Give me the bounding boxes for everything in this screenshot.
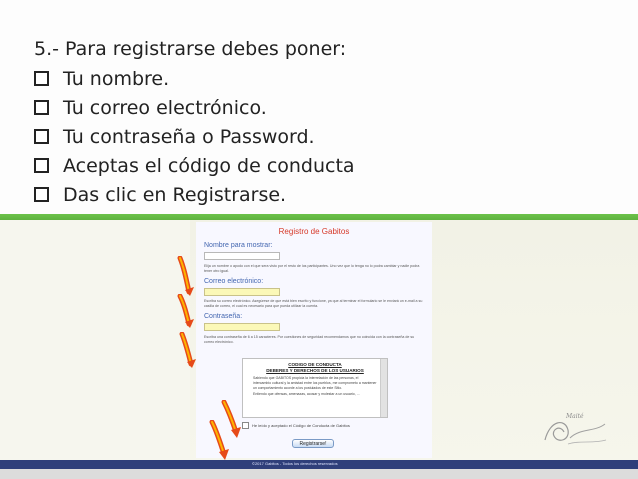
bullet-list bbox=[34, 64, 355, 209]
bullet-text: Das clic en Registrarse. bbox=[63, 183, 287, 206]
pointer-arrow-icon bbox=[178, 332, 198, 368]
conduct-title: CODIGO DE CONDUCTA bbox=[288, 362, 342, 367]
list-item bbox=[34, 122, 355, 151]
slide-header bbox=[0, 0, 638, 214]
conduct-subtitle: DEBERES Y DERECHOS DE LOS USUARIOS bbox=[266, 368, 364, 373]
checkbox-square-icon bbox=[34, 71, 49, 86]
accept-row[interactable] bbox=[242, 422, 350, 429]
list-item bbox=[34, 93, 355, 122]
password-field[interactable] bbox=[204, 323, 280, 331]
password-help: Escriba una contraseña de 6 a 15 caracteres. Por cuestiones de seguridad recomendamos que no coincida con la contraseña de su correo electrónico. bbox=[204, 335, 415, 344]
bullet-text: Tu correo electrónico. bbox=[63, 96, 267, 119]
conduct-text-2: Entiendo que ofensas, amenazas, acosar y molestar a un usuario, ... bbox=[253, 392, 360, 397]
email-label: Correo electrónico: bbox=[204, 278, 264, 285]
site-footer bbox=[0, 460, 638, 469]
registration-screenshot bbox=[0, 220, 638, 479]
list-item bbox=[34, 64, 355, 93]
email-field[interactable] bbox=[204, 288, 280, 296]
bullet-text: Aceptas el código de conducta bbox=[63, 154, 355, 177]
slide-title: 5.- Para registrarse debes poner: bbox=[34, 38, 347, 60]
pointer-arrow-icon bbox=[176, 256, 196, 296]
form-title: Registro de Gabitos bbox=[278, 227, 350, 236]
bullet-text: Tu contraseña o Password. bbox=[63, 125, 315, 148]
email-help: Escriba su correo electrónico. Asegúrese de que está bien escrito y funcione, ya que al terminar el formulario se le enviará un e-mail a su casilla de correo, el cual es necesario para que pueda utilizar la cuenta. bbox=[204, 299, 423, 308]
conduct-scrollbar[interactable] bbox=[380, 359, 387, 417]
checkbox-square-icon bbox=[34, 187, 49, 202]
list-item bbox=[34, 180, 355, 209]
name-field[interactable] bbox=[204, 252, 280, 260]
bottom-strip bbox=[0, 469, 638, 479]
register-button[interactable]: Registrarse! bbox=[292, 439, 334, 448]
name-label: Nombre para mostrar: bbox=[204, 242, 273, 249]
footer-text: ©2017 Gabitos - Todos los derechos reservados bbox=[252, 461, 338, 466]
conduct-text: Sabiendo que GABITOS propicia la interrelación de las personas, el intercambio cultural y la amistad entre los pueblos, me comprometo a mantener un comportamiento acorde a los postulados de este Sitio. bbox=[253, 376, 377, 390]
conduct-textbox[interactable] bbox=[242, 358, 388, 418]
checkbox-square-icon bbox=[34, 129, 49, 144]
checkbox-square-icon bbox=[34, 100, 49, 115]
password-label: Contraseña: bbox=[204, 313, 243, 320]
list-item bbox=[34, 151, 355, 180]
pointer-arrow-icon bbox=[208, 420, 232, 460]
watermark-signature: Maité bbox=[566, 413, 584, 420]
bullet-text: Tu nombre. bbox=[63, 67, 170, 90]
name-help: Elija un nombre o apodo con el que sera visto por el resto de los participantes. Uno vez que lo tenga no lo podra cambiar y nadie podra tener otro igual. bbox=[204, 264, 420, 273]
accept-label: He leído y aceptado el Código de Conducta de Gabitos bbox=[252, 423, 350, 428]
checkbox-square-icon bbox=[34, 158, 49, 173]
page-background bbox=[0, 220, 190, 460]
pointer-arrow-icon bbox=[176, 294, 196, 328]
